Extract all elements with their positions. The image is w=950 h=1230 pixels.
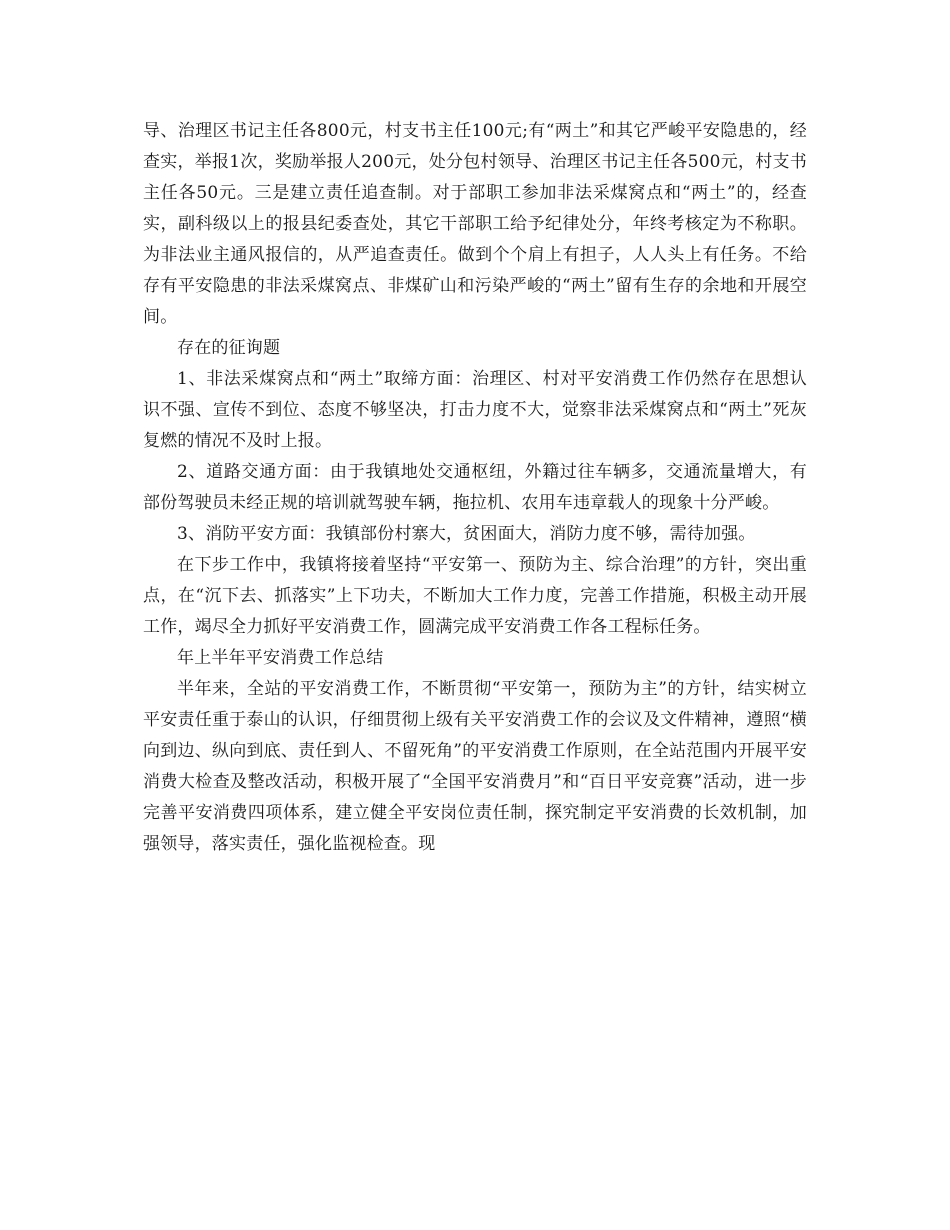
- paragraph-problem-2: 2、道路交通方面：由于我镇地处交通枢纽，外籍过往车辆多，交通流量增大，有部份驾驶员未经正规的培训就驾驶车辆，拖拉机、农用车违章载人的现象十分严峻。: [143, 462, 807, 513]
- paragraph-problem-1: 1、非法采煤窝点和“两土”取缔方面：治理区、村对平安消费工作仍然存在思想认识不强、宣传不到位、态度不够坚决，打击力度不大，觉察非法采煤窝点和“两土”死灰复燃的情况不及时上报。: [143, 369, 807, 451]
- section-heading-summary: 年上半年平安消费工作总结: [177, 648, 384, 668]
- paragraph-next-steps: 在下步工作中，我镇将接着坚持“平安第一、预防为主、综合治理”的方针，突出重点，在“沉下去、抓落实”上下功夫，不断加大工作力度，完善工作措施，积极主动开展工作，竭尽全力抓好平安消费工作，圆满完成平安消费工作各工程标任务。: [143, 555, 807, 637]
- paragraph-problem-3: 3、消防平安方面：我镇部份村寨大，贫困面大，消防力度不够，需待加强。: [177, 524, 756, 544]
- paragraph-summary: 半年来，全站的平安消费工作，不断贯彻“平安第一，预防为主”的方针，结实树立平安责任重于泰山的认识，仔细贯彻上级有关平安消费工作的会议及文件精神，遵照“横向到边、纵向到底、责任到人、不留死角”的平安消费工作原则，在全站范围内开展平安消费大检查及整改活动，积极开展了“全国平安消费月”和“百日平安竞赛”活动，进一步完善平安消费四项体系，建立健全平安岗位责任制，探究制定平安消费的长效机制，加强领导，落实责任，强化监视检查。现: [143, 679, 807, 854]
- document-body: [143, 116, 807, 860]
- section-heading-problems: 存在的征询题: [177, 338, 281, 358]
- paragraph-continued: 导、治理区书记主任各800元，村支书主任100元;有“两土”和其它严峻平安隐患的，经查实，举报1次，奖励举报人200元，处分包村领导、治理区书记主任各500元，村支书主任各50元。三是建立责任追查制。对于部职工参加非法采煤窝点和“两土”的，经查实，副科级以上的报县纪委查处，其它干部职工给予纪律处分，年终考核定为不称职。为非法业主通风报信的，从严追查责任。做到个个肩上有担子，人人头上有任务。不给存有平安隐患的非法采煤窝点、非煤矿山和污染严峻的“两土”留有生存的余地和开展空间。: [143, 121, 807, 327]
